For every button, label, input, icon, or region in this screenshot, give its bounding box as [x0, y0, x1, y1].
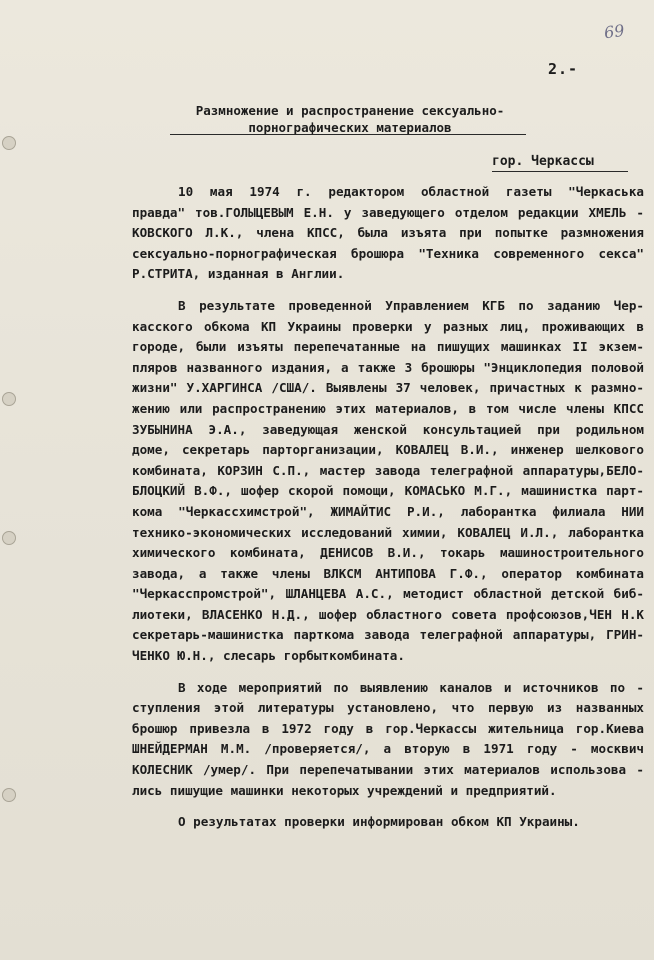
paragraph-gap [132, 285, 644, 296]
text-line: доме, секретарь парторганизации, КОВАЛЕЦ В.И., инженер шелкового [132, 442, 644, 458]
punch-hole [2, 531, 16, 545]
text-line: ШНЕЙДЕРМАН М.М. /проверяется/, а вторую в 1971 году - москвич [132, 741, 644, 757]
text-line: пляров названного издания, а также 3 брошюры "Энциклопедия половой [132, 359, 644, 375]
text-line: химического комбината, ДЕНИСОВ В.И., токарь машиностроительного [132, 545, 644, 561]
page-number: 2.- [548, 60, 579, 78]
text-line: технико-экономических исследований химии, КОВАЛЕЦ И.Л., лаборантка [132, 524, 644, 540]
text-line: жизни" У.ХАРГИНСА /США/. Выявлены 37 человек, причастных к размно- [132, 380, 644, 396]
text-line: ступления этой литературы установлено, что первую из названных [132, 700, 644, 716]
text-line: КОЛЕСНИК /умер/. При перепечатывании этих материалов использова - [132, 762, 644, 778]
text-line: Р.СТРИТА, изданная в Англии. [132, 266, 345, 282]
text-line: лиотеки, ВЛАСЕНКО Н.Д., шофер областного совета профсоюзов,ЧЕН Н.К [132, 606, 644, 622]
heading-line-2: порнографических материалов [248, 120, 452, 135]
text-line: БЛОЦКИЙ В.Ф., шофер скорой помощи, КОМАСЬКО М.Г., машинистка парт- [132, 483, 644, 499]
punch-hole [2, 788, 16, 802]
text-line: В результате проведенной Управлением КГБ по заданию Чер- [178, 297, 644, 313]
heading-underline [170, 134, 526, 135]
text-line: "Черкасспромстрой", ШЛАНЦЕВА А.С., методист областной детской биб- [132, 586, 644, 602]
text-line: брошюр привезла в 1972 году в гор.Черкассы жительница гор.Киева [132, 720, 644, 736]
punch-hole [2, 392, 16, 406]
text-line: городе, были изъяты перепечатанные на пишущих машинках II экзем- [132, 339, 644, 355]
text-line: ЗУБЫНИНА Э.А., заведующая женской консультацией при родильном [132, 421, 644, 437]
text-line: 10 мая 1974 г. редактором областной газеты "Черкаська [178, 184, 644, 199]
text-line: КОВСКОГО Л.К., члена КПСС, была изъята при попытке размножения [132, 225, 644, 241]
text-line: лись пишущие машинки некоторых учреждений и предприятий. [132, 782, 557, 798]
text-line: жению или распространению этих материалов, в том числе члены КПСС [132, 400, 644, 416]
paragraph [132, 296, 644, 667]
paragraph [132, 812, 644, 833]
archive-page-number: 69 [602, 20, 626, 43]
heading-line-1: Размножение и распространение сексуально- [195, 103, 505, 118]
paragraph [132, 678, 644, 802]
text-line: секретарь-машинистка парткома завода телеграфной аппаратуры, ГРИН- [132, 627, 644, 643]
text-line: кома "Черкассхимстрой", ЖИМАЙТИС Р.И., лаборантка филиала НИИ [132, 503, 644, 519]
text-line: касского обкома КП Украины проверки у разных лиц, проживающих в [132, 318, 644, 334]
paragraph-gap [132, 801, 644, 812]
paragraph-gap [132, 667, 644, 678]
text-line: сексуально-порнографическая брошюра "Техника современного секса" [132, 245, 644, 261]
text-line: О результатах проверки информирован обком КП Украины. [178, 814, 580, 830]
text-line: ЧЕНКО Ю.Н., слесарь горбыткомбината. [132, 648, 405, 664]
city-heading: гор. Черкассы [492, 154, 594, 169]
document-body [132, 182, 644, 833]
city-underline [492, 171, 628, 172]
paragraph [132, 182, 644, 285]
text-line: комбината, КОРЗИН С.П., мастер завода телеграфной аппаратуры,БЕЛО- [132, 462, 644, 478]
text-line: завода, а также члены ВЛКСМ АНТИПОВА Г.Ф., оператор комбината [132, 565, 644, 581]
text-line: правда" тов.ГОЛЫЦЕВЫМ Е.Н. у заведующего отделом редакции ХМЕЛЬ - [132, 204, 644, 220]
text-line: В ходе мероприятий по выявлению каналов и источников по - [178, 679, 644, 695]
punch-hole [2, 136, 16, 150]
